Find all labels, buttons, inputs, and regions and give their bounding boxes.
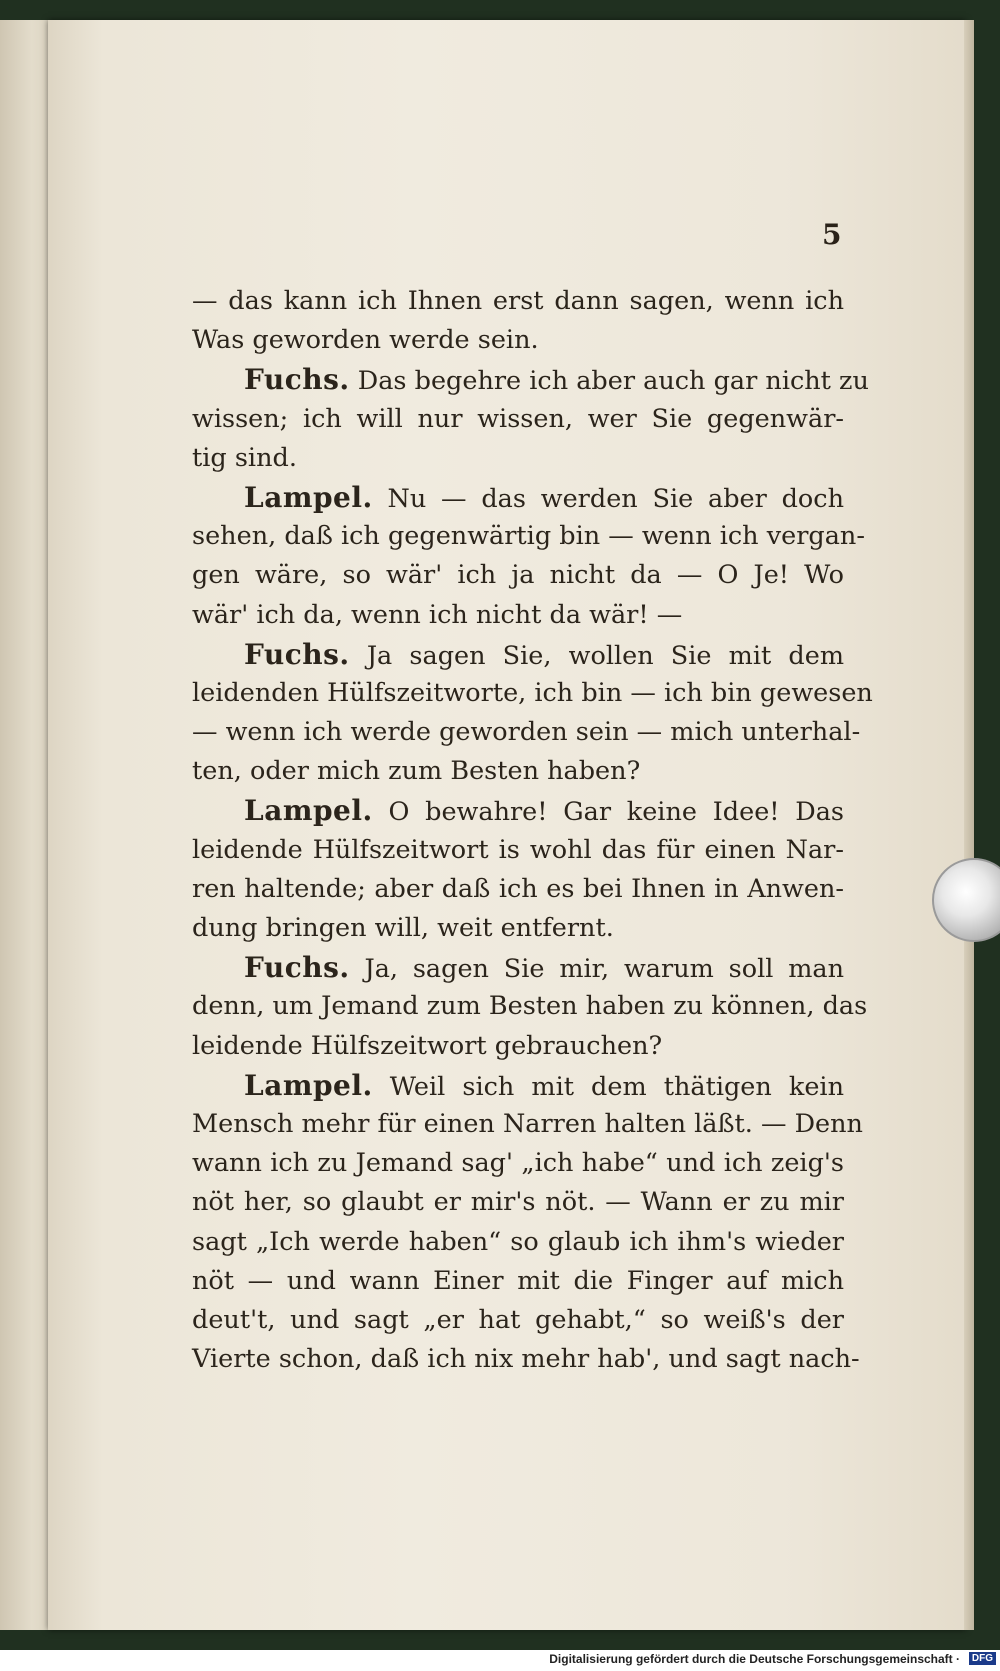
line-text: nöt — und wann Einer mit die Finger auf mich: [192, 1265, 844, 1296]
line-text: Das begehre ich aber auch gar nicht zu: [357, 366, 869, 397]
text-line: [192, 674, 873, 713]
line-text: Ja sagen Sie, wollen Sie mit dem: [366, 640, 845, 671]
speaker-name: Fuchs.: [244, 951, 350, 985]
line-text: wissen; ich will nur wissen, wer Sie gegenwär-: [192, 403, 844, 434]
text-line: [192, 1027, 844, 1066]
text-line: [192, 1262, 844, 1301]
line-text: Nu — das werden Sie aber doch: [387, 483, 844, 514]
text-line: [192, 1066, 844, 1105]
speaker-name: Lampel.: [244, 480, 373, 514]
text-line: [192, 713, 861, 752]
text-line: [192, 556, 844, 595]
text-line: [192, 1301, 844, 1340]
line-text: Vierte schon, daß ich nix mehr hab', und sagt nach-: [192, 1344, 860, 1375]
page-text: [192, 282, 873, 1379]
text-line: [192, 1183, 844, 1222]
line-text: tig sind.: [192, 442, 297, 473]
text-line: [192, 439, 844, 478]
text-line: [192, 831, 844, 870]
line-text: — wenn ich werde geworden sein — mich unterhal-: [192, 717, 861, 748]
line-text: ren haltende; aber daß ich es bei Ihnen in Anwen-: [192, 873, 844, 904]
line-text: wann ich zu Jemand sag' „ich habe“ und ich zeig's: [192, 1148, 844, 1179]
line-text: leidenden Hülfszeitworte, ich bin — ich bin gewesen: [192, 677, 873, 708]
page-number: 5: [822, 218, 842, 251]
text-line: [192, 1340, 860, 1379]
text-line: [192, 1105, 863, 1144]
text-line: [192, 400, 844, 439]
text-line: [192, 1223, 844, 1262]
text-line: [192, 948, 844, 987]
line-text: Weil sich mit dem thätigen kein: [389, 1071, 844, 1102]
line-text: deut't, und sagt „er hat gehabt,“ so weiß's der: [192, 1304, 844, 1335]
line-text: sehen, daß ich gegenwärtig bin — wenn ich vergan-: [192, 521, 865, 552]
text-line: [192, 321, 844, 360]
speaker-name: Lampel.: [244, 1068, 373, 1102]
line-text: sagt „Ich werde haben“ so glaub ich ihm's wieder: [192, 1226, 844, 1257]
text-line: [192, 596, 844, 635]
page-right-edge: [964, 20, 974, 1630]
line-text: Mensch mehr für einen Narren halten läßt. — Denn: [192, 1108, 863, 1139]
footer-bar: [0, 1650, 1000, 1671]
speaker-name: Fuchs.: [244, 363, 350, 397]
footer-credit: Digitalisierung gefördert durch die Deutsche Forschungsgemeinschaft ·: [549, 1652, 960, 1666]
line-text: ten, oder mich zum Besten haben?: [192, 756, 641, 787]
text-line: [192, 909, 844, 948]
text-line: [192, 478, 844, 517]
line-text: wär' ich da, wenn ich nicht da wär! —: [192, 599, 683, 630]
line-text: dung bringen will, weit entfernt.: [192, 913, 614, 943]
text-line: [192, 360, 869, 399]
text-line: [192, 987, 868, 1026]
dfg-logo: DFG: [969, 1652, 996, 1665]
speaker-name: Lampel.: [244, 794, 373, 828]
text-line: [192, 791, 844, 830]
line-text: denn, um Jemand zum Besten haben zu können, das: [192, 991, 868, 1022]
line-text: leidende Hülfszeitwort is wohl das für einen Nar-: [192, 834, 844, 865]
line-text: Was geworden werde sein.: [192, 325, 539, 356]
line-text: leidende Hülfszeitwort gebrauchen?: [192, 1030, 663, 1061]
line-text: gen wäre, so wär' ich ja nicht da — O Je! Wo: [192, 560, 844, 591]
line-text: Ja, sagen Sie mir, warum soll man: [364, 954, 845, 985]
text-line: [192, 635, 844, 674]
text-line: [192, 517, 865, 556]
speaker-name: Fuchs.: [244, 637, 350, 671]
text-line: [192, 752, 844, 791]
text-line: [192, 282, 844, 321]
line-text: O bewahre! Gar keine Idee! Das: [388, 797, 844, 828]
text-line: [192, 870, 844, 909]
text-line: [192, 1144, 844, 1183]
line-text: — das kann ich Ihnen erst dann sagen, wenn ich: [192, 286, 844, 316]
line-text: nöt her, so glaubt er mir's nöt. — Wann er zu mir: [192, 1187, 844, 1218]
